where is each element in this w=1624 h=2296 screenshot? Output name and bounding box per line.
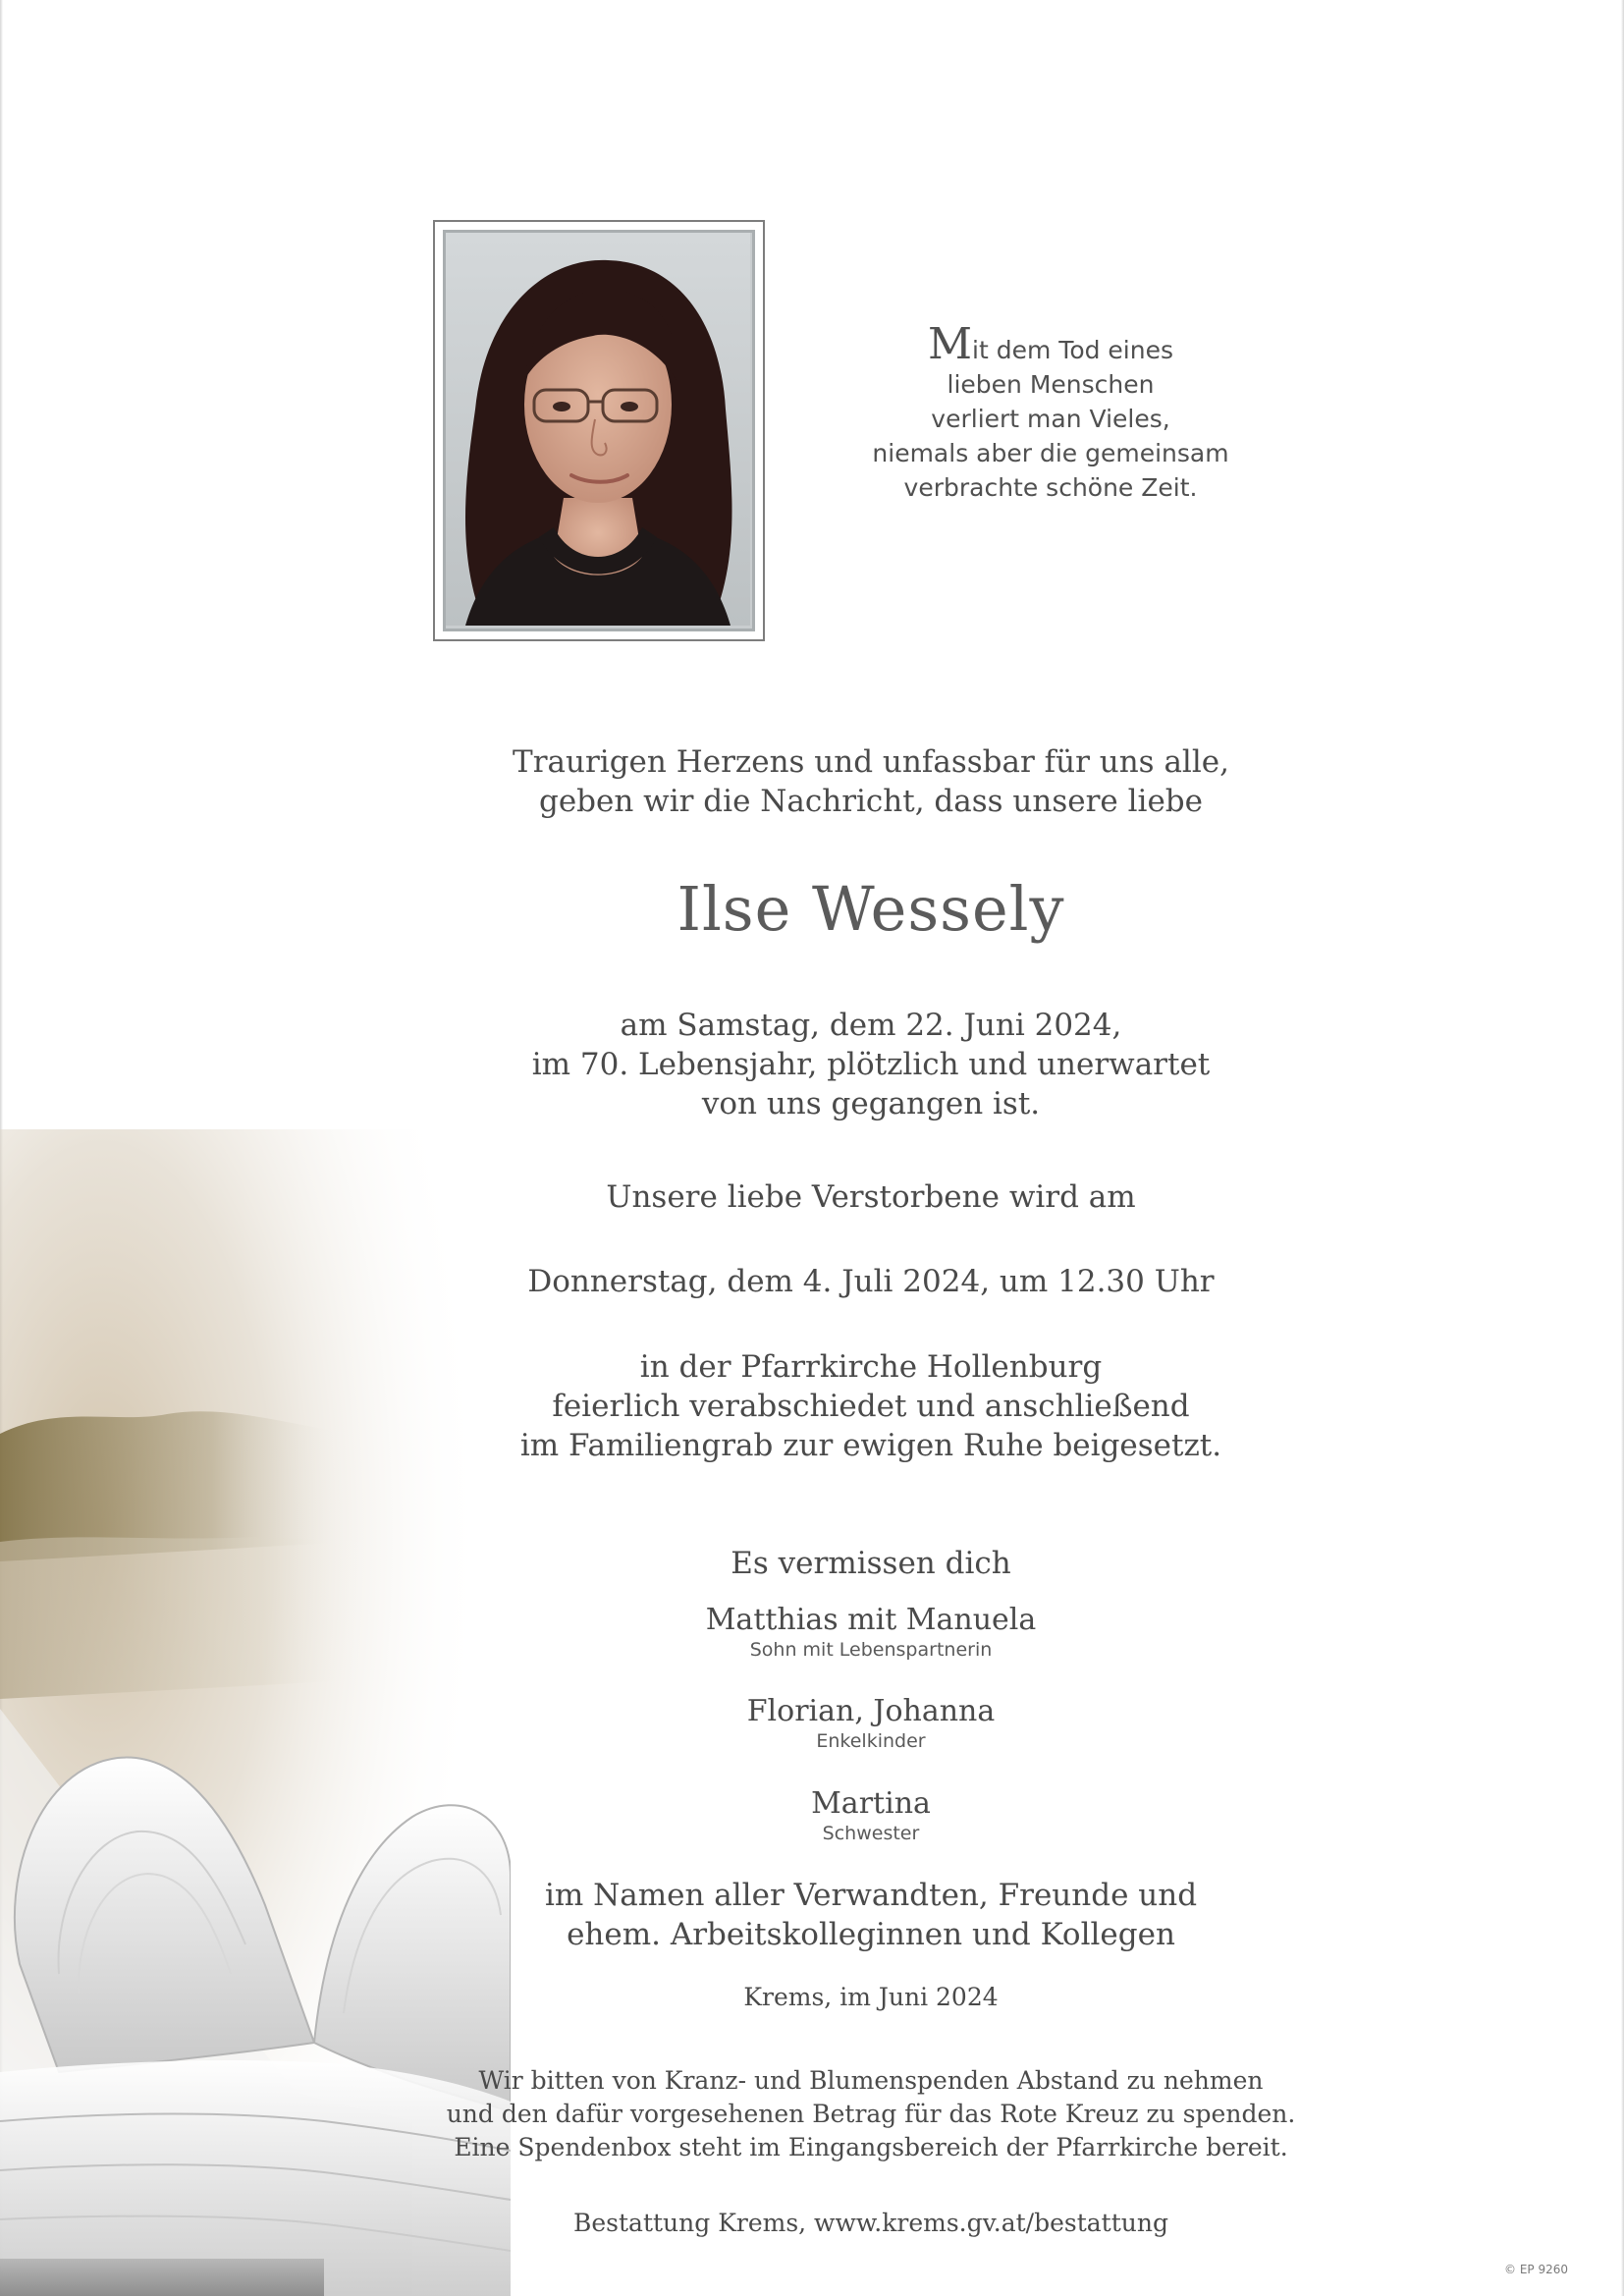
relatives-line-2: ehem. Arbeitskolleginnen und Kollegen [567,1917,1175,1952]
donation-note [419,2064,1323,2164]
ceremony-place-line-3: im Familiengrab zur ewigen Ruhe beigesetzt. [519,1428,1222,1463]
quote-line-4: niemals aber die gemeinsam [872,439,1229,467]
announcement-text [468,742,1273,821]
donation-line-1: Wir bitten von Kranz- und Blumenspenden Abstand zu nehmen [478,2066,1264,2095]
mourners-intro: Es vermissen dich [731,1546,1011,1581]
quote-line-5: verbrachte schöne Zeit. [903,473,1198,502]
announcement-line-1: Traurigen Herzens und unfassbar für uns alle, [513,744,1229,780]
undertaker-info: Bestattung Krems, www.krems.gv.at/bestattung [573,2209,1168,2237]
ceremony-place-line-2: feierlich verabschiedet und anschließend [552,1389,1190,1424]
quote-initial: M [927,319,973,369]
portrait-photo [443,230,755,631]
mourner-2 [468,1694,1273,1753]
ceremony-place-line-1: in der Pfarrkirche Hollenburg [639,1349,1103,1385]
announcement-line-2: geben wir die Nachricht, dass unsere liebe [538,784,1203,819]
mourner-1 [468,1603,1273,1662]
memorial-quote [844,319,1257,505]
mourner-name: Florian, Johanna [746,1694,996,1728]
document-code: © EP 9260 [1504,2263,1568,2276]
quote-line-2: lieben Menschen [947,370,1155,399]
ceremony-place [468,1347,1273,1465]
mourner-3 [468,1786,1273,1845]
place-date: Krems, im Juni 2024 [743,1983,999,2011]
farewell-intro: Unsere liebe Verstorbene wird am [606,1179,1136,1215]
deceased-name: Ilse Wessely [677,873,1065,945]
death-info [468,1006,1273,1123]
relatives-line-1: im Namen aller Verwandten, Freunde und [544,1878,1198,1913]
ceremony-datetime: Donnerstag, dem 4. Juli 2024, um 12.30 Uhr [527,1264,1215,1299]
death-info-line-3: von uns gegangen ist. [701,1086,1041,1121]
mourner-name: Martina [811,1786,931,1821]
donation-line-2: und den dafür vorgesehenen Betrag für das Rote Kreuz zu spenden. [446,2100,1296,2128]
donation-line-3: Eine Spendenbox steht im Eingangsbereich der Pfarrkirche bereit. [454,2133,1288,2161]
quote-line-3: verliert man Vieles, [931,405,1170,433]
quote-line-1: Mit dem Tod eines [927,319,1174,369]
mourner-relation: Sohn mit Lebenspartnerin [749,1639,993,1661]
portrait-frame [433,220,765,641]
death-info-line-1: am Samstag, dem 22. Juni 2024, [620,1008,1122,1043]
death-info-line-2: im 70. Lebensjahr, plötzlich und unerwartet [531,1047,1211,1082]
mourner-name: Matthias mit Manuela [705,1603,1037,1637]
relatives-text [468,1876,1273,1954]
mourner-relation: Schwester [822,1823,920,1844]
mourner-relation: Enkelkinder [816,1730,926,1752]
